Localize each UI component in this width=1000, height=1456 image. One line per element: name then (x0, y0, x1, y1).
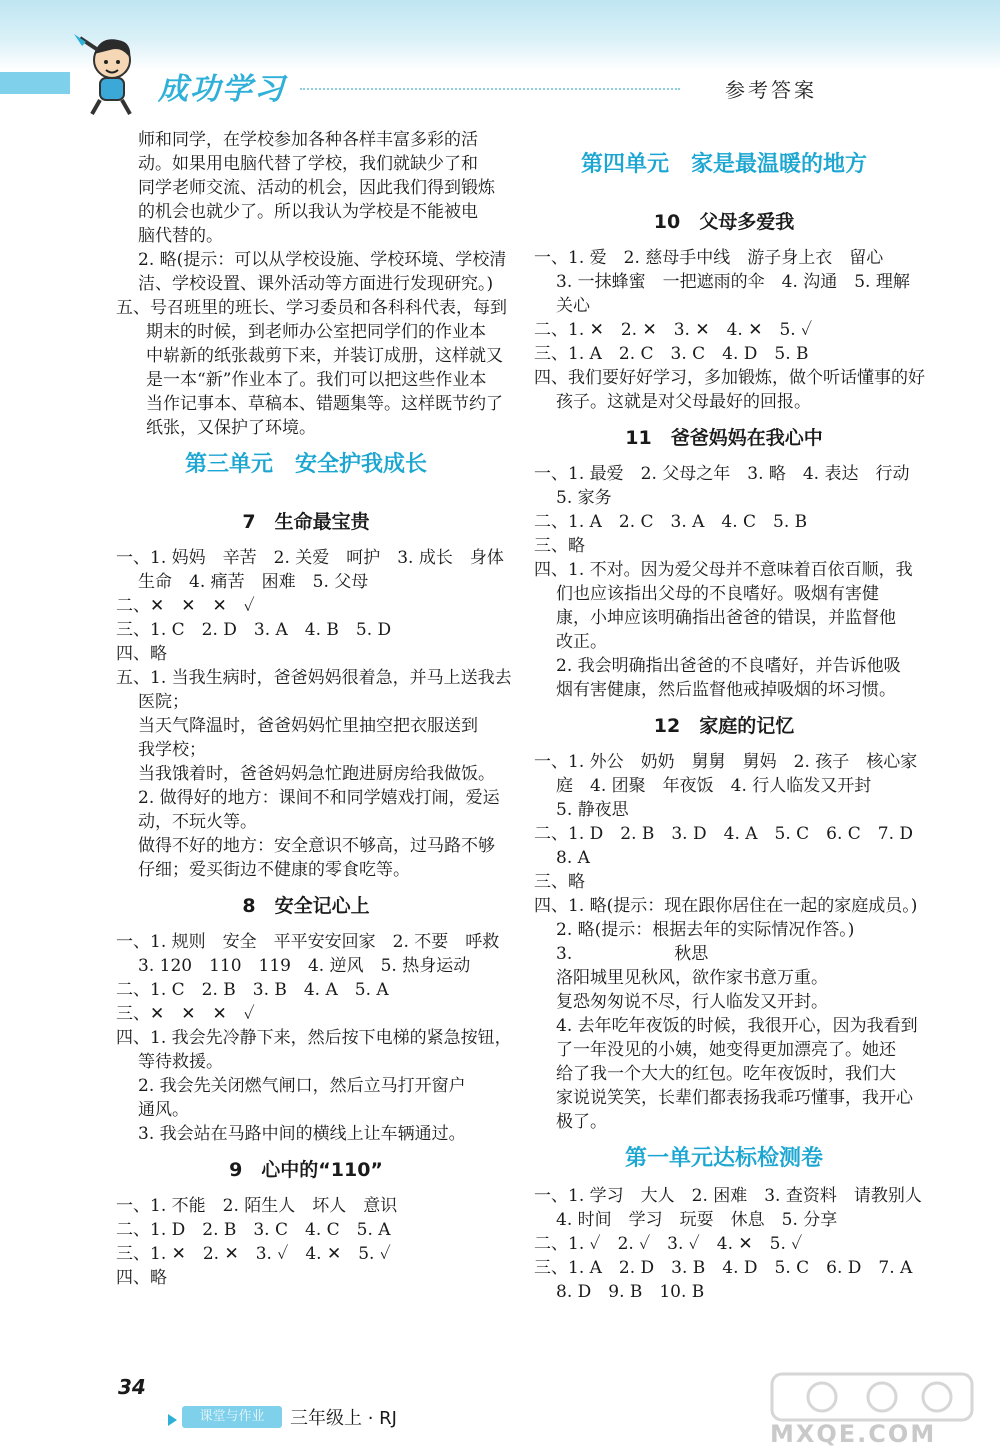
text-line: 二、1. ✓ 2. ✓ 3. ✓ 4. ✕ 5. ✓ (534, 1234, 803, 1254)
text-line: 康，小坤应该明确指出爸爸的错误，并监督他 (556, 608, 896, 628)
text-line: 我学校； (138, 740, 206, 760)
text-line: 3. 一抹蜂蜜 一把遮雨的伞 4. 沟通 5. 理解 (556, 272, 910, 292)
header-band (0, 0, 1000, 70)
text-line: 2. 略(提示：可以从学校设施、学校环境、学校清 (138, 250, 507, 270)
text-line: 动。如果用电脑代替了学校，我们就缺少了和 (138, 154, 478, 174)
text-line: 4. 去年吃年夜饭的时候，我很开心，因为我看到 (556, 1016, 918, 1036)
text-line: 5. 静夜思 (556, 800, 629, 820)
text-line: 同学老师交流、活动的机会，因此我们得到锻炼 (138, 178, 495, 198)
poem-line: 洛阳城里见秋风，欲作家书意万重。 (556, 968, 828, 988)
text-line: 四、略 (116, 644, 167, 664)
text-line: 2. 做得好的地方：课间不和同学嬉戏打闹，爱运 (138, 788, 500, 808)
text-line: 一、1. 外公 奶奶 舅舅 舅妈 2. 孩子 核心家 (534, 752, 918, 772)
text-line: 师和同学，在学校参加各种各样丰富多彩的活 (138, 130, 478, 150)
text-line: 们也应该指出父母的不良嗜好。吸烟有害健 (556, 584, 879, 604)
text-line: 中崭新的纸张裁剪下来，并装订成册，这样就又 (146, 346, 503, 366)
text-line: 是一本“新”作业本了。我们可以把这些作业本 (146, 370, 487, 390)
text-line: 一、1. 规则 安全 平平安安回家 2. 不要 呼救 (116, 932, 500, 952)
text-line: 纸张，又保护了环境。 (146, 418, 316, 438)
section-label: 参考答案 (725, 78, 817, 102)
text-line: 烟有害健康，然后监督他戒掉吸烟的坏习惯。 (556, 680, 896, 700)
left-column (116, 128, 512, 1290)
text-line: 四、我们要好好学习，多加锻炼，做个听话懂事的好 (534, 368, 925, 388)
text-line: 脑代替的。 (138, 226, 223, 246)
text-line: 生命 4. 痛苦 困难 5. 父母 (138, 572, 369, 592)
text-line: 一、1. 不能 2. 陌生人 坏人 意识 (116, 1196, 398, 1216)
text-line: 医院； (138, 692, 189, 712)
text-line: 通风。 (138, 1100, 189, 1120)
grade-label: 三年级上 · RJ (290, 1408, 397, 1429)
text-line: 3. 120 110 119 4. 逆风 5. 热身运动 (138, 956, 471, 976)
lesson-title: 9 心中的“110” (229, 1159, 383, 1181)
text-line: 二、✕ ✕ ✕ ✓ (116, 596, 255, 616)
text-line: 给了我一个大大的红包。吃年夜饭时，我们大 (556, 1064, 896, 1084)
text-line: 3. 秋思 (556, 944, 709, 964)
brand-title: 成功学习 (158, 72, 286, 107)
unit-title: 第三单元 安全护我成长 (184, 452, 427, 477)
text-line: 四、1. 我会先冷静下来，然后按下电梯的紧急按钮， (116, 1028, 512, 1048)
text-line: 当我饿着时，爸爸妈妈急忙跑进厨房给我做饭。 (138, 764, 495, 784)
text-line: 改正。 (556, 632, 607, 652)
text-line: 2. 我会明确指出爸爸的不良嗜好，并告诉他吸 (556, 656, 901, 676)
text-line: 二、1. A 2. C 3. A 4. C 5. B (534, 512, 808, 532)
poem-line: 复恐匆匆说不尽，行人临发又开封。 (556, 992, 828, 1012)
text-line: 等待救援。 (138, 1052, 223, 1072)
text-line: 二、1. D 2. B 3. D 4. A 5. C 6. C 7. D (534, 824, 914, 844)
text-line: 当作记事本、草稿本、错题集等。这样既节约了 (146, 394, 503, 414)
text-line: 三、✕ ✕ ✕ ✓ (116, 1004, 255, 1024)
text-line: 四、1. 略(提示：现在跟你居住在一起的家庭成员。) (534, 896, 918, 916)
text-line: 庭 4. 团聚 年夜饭 4. 行人临发又开封 (556, 776, 872, 796)
lesson-title: 10 父母多爱我 (653, 211, 795, 233)
arrow-icon (168, 1414, 177, 1426)
text-line: 三、1. A 2. C 3. C 4. D 5. B (534, 344, 809, 364)
text-line: 二、1. C 2. B 3. B 4. A 5. A (116, 980, 389, 1000)
text-line: 2. 略(提示：根据去年的实际情况作答。) (556, 920, 855, 940)
text-line: 二、1. ✕ 2. ✕ 3. ✕ 4. ✕ 5. ✓ (534, 320, 813, 340)
page-number: 34 (118, 1375, 146, 1399)
text-line: 家说说笑笑，长辈们都表扬我乖巧懂事，我开心 (556, 1088, 913, 1108)
series-badge (182, 1406, 282, 1428)
text-line: 三、1. ✕ 2. ✕ 3. ✓ 4. ✕ 5. ✓ (116, 1244, 391, 1264)
text-line: 一、1. 爱 2. 慈母手中线 游子身上衣 留心 (534, 248, 884, 268)
text-line: 三、略 (534, 536, 585, 556)
text-line: 当天气降温时，爸爸妈妈忙里抽空把衣服送到 (138, 716, 478, 736)
text-line: 了一年没见的小姨，她变得更加漂亮了。她还 (556, 1040, 896, 1060)
text-line: 孩子。这就是对父母最好的回报。 (556, 392, 811, 412)
watermark-text: MXQE.COM (770, 1420, 937, 1448)
text-line: 做得不好的地方：安全意识不够高，过马路不够 (138, 836, 495, 856)
text-line: 的机会也就少了。所以我认为学校是不能被电 (138, 202, 478, 222)
mascot-icon (70, 28, 150, 118)
test-title: 第一单元达标检测卷 (624, 1146, 823, 1171)
text-line: 期末的时候，到老师办公室把同学们的作业本 (146, 322, 486, 342)
text-line: 三、1. C 2. D 3. A 4. B 5. D (116, 620, 392, 640)
text-line: 三、1. A 2. D 3. B 4. D 5. C 6. D 7. A (534, 1258, 913, 1278)
text-line: 极了。 (556, 1112, 607, 1132)
text-line: 动，不玩火等。 (138, 812, 257, 832)
unit-title: 第四单元 家是最温暖的地方 (580, 152, 867, 177)
text-line: 一、1. 学习 大人 2. 困难 3. 查资料 请教别人 (534, 1186, 922, 1206)
text-line: 2. 我会先关闭燃气闸口，然后立马打开窗户 (138, 1076, 466, 1096)
text-line: 4. 时间 学习 玩耍 休息 5. 分享 (556, 1210, 838, 1230)
text-line: 三、略 (534, 872, 585, 892)
text-line: 一、1. 妈妈 辛苦 2. 关爱 呵护 3. 成长 身体 (116, 548, 504, 568)
text-line: 8. A (556, 848, 590, 868)
series-label: 课堂与作业 (199, 1409, 265, 1424)
text-line: 五、号召班里的班长、学习委员和各科科代表，每到 (116, 298, 507, 318)
text-line: 8. D 9. B 10. B (556, 1282, 705, 1302)
lesson-title: 8 安全记心上 (242, 895, 370, 917)
text-line: 洁、学校设置、课外活动等方面进行发现研究。) (138, 274, 494, 294)
lesson-title: 12 家庭的记忆 (653, 715, 795, 737)
text-line: 二、1. D 2. B 3. C 4. C 5. A (116, 1220, 391, 1240)
text-line: 3. 我会站在马路中间的横线上让车辆通过。 (138, 1124, 466, 1144)
text-line: 5. 家务 (556, 488, 612, 508)
text-line: 五、1. 当我生病时，爸爸妈妈很着急，并马上送我去 (116, 668, 512, 688)
text-line: 四、1. 不对。因为爱父母并不意味着百依百顺，我 (534, 560, 913, 580)
text-line: 仔细；爱买街边不健康的零食吃等。 (138, 860, 410, 880)
text-line: 四、略 (116, 1268, 167, 1288)
header-stripe (0, 72, 70, 94)
lesson-title: 7 生命最宝贵 (242, 511, 370, 533)
lesson-title: 11 爸爸妈妈在我心中 (625, 427, 823, 449)
right-column (534, 140, 925, 1304)
text-line: 一、1. 最爱 2. 父母之年 3. 略 4. 表达 行动 (534, 464, 910, 484)
header-divider (300, 88, 680, 90)
text-line: 关心 (556, 296, 590, 316)
